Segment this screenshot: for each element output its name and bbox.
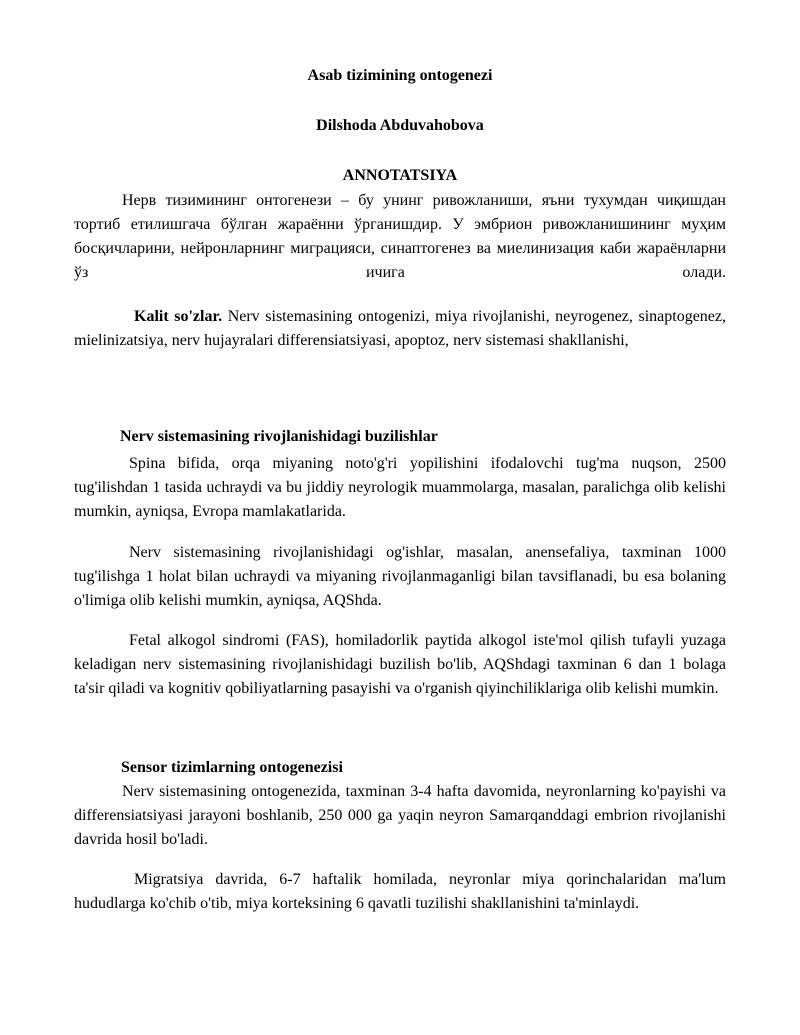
disorders-paragraph-1: Spina bifida, orqa miyaning noto'g'ri yopilishini ifodalovchi tug'ma nuqson, 2500 tug'ilishdan 1 tasida uchraydi va bu jiddiy neyrologik muammolarga, masalan, paralichga olib kelishi mumkin, ayniqsa, Evropa mamlakatlarida.: [74, 455, 726, 520]
disorders-paragraph-2: Nerv sistemasining rivojlanishidagi og'ishlar, masalan, anensefaliya, taxminan 1000 tug'ilishga 1 holat bilan uchraydi va miyaning rivojlanmaganligi bilan tavsiflanadi, bu esa bolaning o'limiga olib kelishi mumkin, ayniqsa, AQShda.: [74, 544, 726, 609]
sensory-paragraph-2: Migratsiya davrida, 6-7 haftalik homilada, neyronlar miya qorinchalaridan ma'lum hududlarga ko'chib o'tib, miya korteksining 6 qavatli tuzilishi shakllanishini ta'minlaydi.: [74, 871, 726, 912]
keywords-label: Kalit so'zlar.: [134, 308, 223, 325]
section-heading-sensory: Sensor tizimlarning ontogenezisi: [121, 759, 343, 776]
section-heading-disorders: Nerv sistemasining rivojlanishidagi buzilishlar: [120, 428, 438, 445]
disorders-paragraph-3: Fetal alkogol sindromi (FAS), homiladorlik paytida alkogol iste'mol qilish tufayli yuzaga keladigan nerv sistemasining rivojlanishidagi buzilish bo'lib, AQShdagi taxminan 6 dan 1 bolaga ta'sir qiladi va kognitiv qobiliyatlarning pasayishi va o'rganish qiyinchiliklariga olib kelishi mumkin.: [74, 632, 726, 697]
annotation-heading: ANNOTATSIYA: [342, 167, 458, 184]
document-title: Asab tizimining ontogenezi: [307, 67, 493, 84]
keywords-paragraph: [74, 305, 726, 353]
author-name: Dilshoda Abduvahobova: [316, 117, 484, 134]
sensory-paragraph-1: Nerv sistemasining ontogenezida, taxminan 3-4 hafta davomida, neyronlarning ko'payishi va differensiatsiyasi jarayoni boshlanib, 250 000 ga yaqin neyron Samarqanddagi embrion rivojlanishi davrida hosil bo'ladi.: [74, 783, 726, 848]
keywords-text: Nerv sistemasining ontogenizi, miya rivojlanishi, neyrogenez, sinaptogenez, mielinizatsiya, nerv hujayralari differensiatsiyasi, apoptoz, nerv sistemasi shakllanishi,: [74, 308, 727, 349]
annotation-paragraph: Нерв тизимининг онтогенези – бу унинг ривожланиши, яъни тухумдан чиқишдан тортиб етилишгача бўлган жараённи ўрганишдир. У эмбрион ривожланишининг муҳим босқичларини, нейронларнинг миграцияси, синаптогенез ва миелинизация каби жараёнларни ўз ичига олади.: [74, 192, 726, 281]
